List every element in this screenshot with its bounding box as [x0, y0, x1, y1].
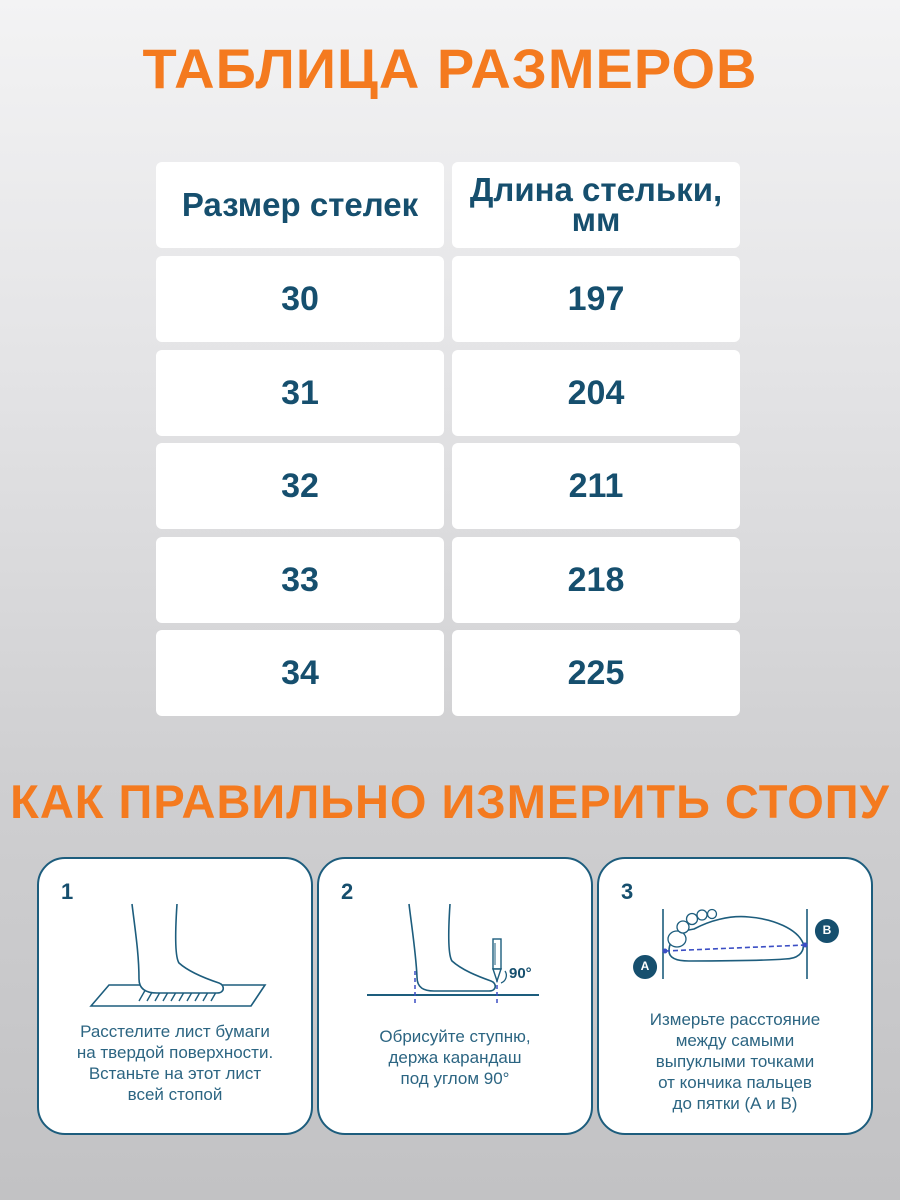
table-cell-length: 211	[452, 443, 740, 529]
step-number: 3	[621, 879, 634, 904]
header-length-unit: мм	[571, 201, 621, 238]
foot-trace-pencil-icon	[319, 859, 595, 1019]
table-header-length	[452, 162, 740, 248]
step-text-line: от кончика пальцев	[658, 1073, 812, 1092]
section-title-how-to-measure: КАК ПРАВИЛЬНО ИЗМЕРИТЬ СТОПУ	[10, 775, 890, 828]
point-b-label: B	[822, 923, 832, 937]
step-text-line: Расстелите лист бумаги	[80, 1022, 270, 1041]
table-cell-size: 34	[156, 630, 444, 716]
table-cell-length: 204	[452, 350, 740, 436]
step-text-line: между самыми	[675, 1031, 795, 1050]
foot-length-measure-icon	[599, 859, 875, 1019]
header-length-label: Длина стельки,	[469, 171, 723, 208]
step-text-line: держа карандаш	[388, 1048, 522, 1067]
point-a-label: A	[640, 959, 650, 973]
step-number: 2	[341, 879, 354, 904]
table-cell-length: 225	[452, 630, 740, 716]
table-cell-size: 32	[156, 443, 444, 529]
step-card-1	[37, 857, 313, 1135]
table-cell-length: 218	[452, 537, 740, 623]
table-cell-length: 197	[452, 256, 740, 342]
table-cell-size: 33	[156, 537, 444, 623]
step-text-line: всей стопой	[127, 1085, 223, 1104]
step-card-3	[597, 857, 873, 1135]
step-description	[49, 1021, 301, 1105]
table-header-size	[156, 162, 444, 248]
step-card-2	[317, 857, 593, 1135]
step-text-line: Измерьте расстояние	[649, 1010, 821, 1029]
angle-label: 90°	[509, 965, 532, 982]
step-text-line: до пятки (А и В)	[672, 1094, 798, 1113]
step-number: 1	[61, 879, 74, 904]
step-text-line: Встаньте на этот лист	[88, 1064, 262, 1083]
step-description	[329, 1026, 581, 1089]
step-text-line: на твердой поверхности.	[76, 1043, 274, 1062]
step-description	[609, 1009, 861, 1114]
foot-on-paper-icon	[39, 859, 315, 1019]
step-text-line: под углом 90°	[400, 1069, 510, 1088]
header-size-label: Размер стелек	[181, 186, 419, 223]
step-text-line: выпуклыми точками	[655, 1052, 815, 1071]
step-text-line: Обрисуйте ступню,	[379, 1027, 531, 1046]
table-cell-size: 30	[156, 256, 444, 342]
table-cell-size: 31	[156, 350, 444, 436]
page-title: ТАБЛИЦА РАЗМЕРОВ	[142, 37, 758, 100]
